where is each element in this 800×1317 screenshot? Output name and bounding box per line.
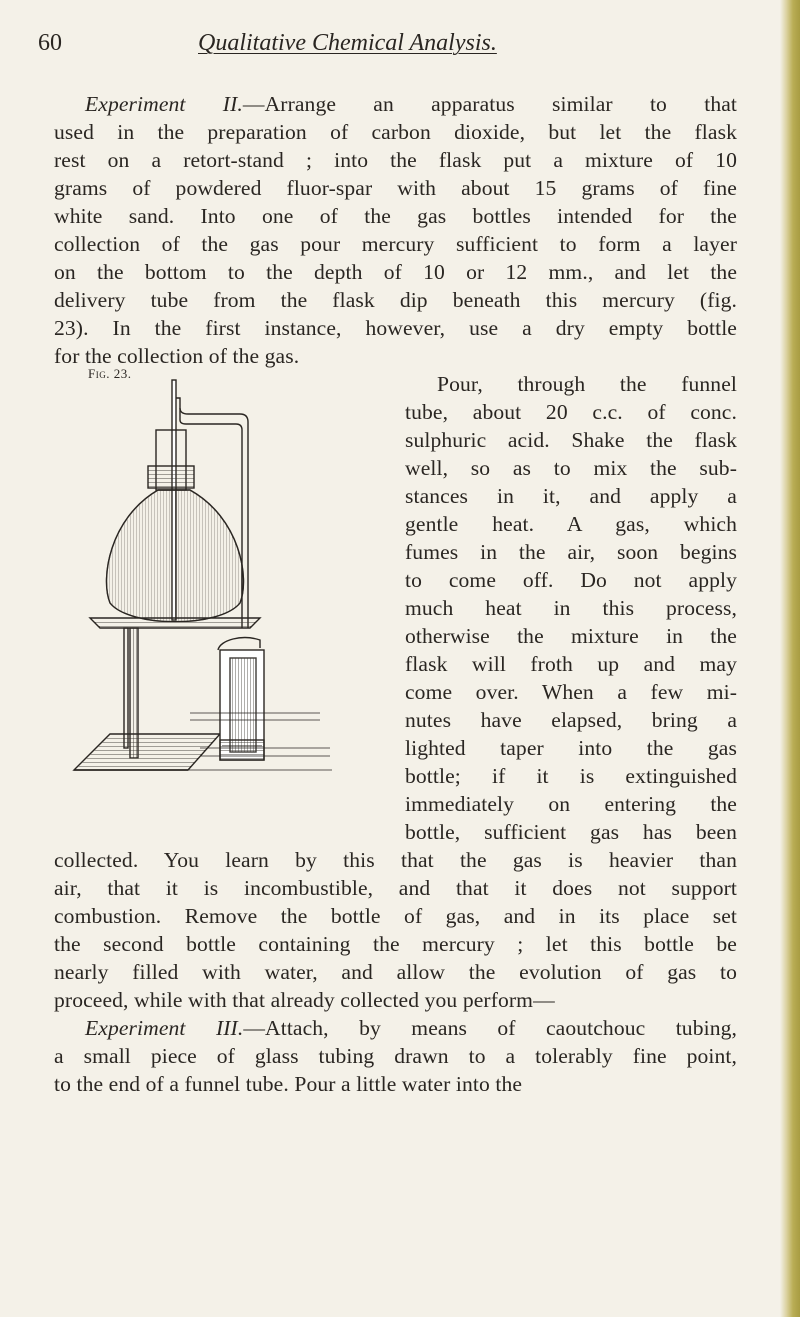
experiment-3-label: Experiment III.: [85, 1016, 244, 1040]
text-line: delivery tube from the flask dip beneath this mercury (fig.: [54, 288, 737, 312]
text-line: tube, about 20 c.c. of conc.: [405, 400, 737, 424]
text-line: the second bottle containing the mercury ; let this bottle be: [54, 932, 737, 956]
page-number: 60: [38, 30, 62, 56]
text-line: much heat in this process,: [405, 596, 737, 620]
text-line: air, that it is incombustible, and that it does not support: [54, 876, 737, 900]
text-line: otherwise the mixture in the: [405, 624, 737, 648]
text-line: bottle, sufficient gas has been: [405, 820, 737, 844]
text-line: stances in it, and apply a: [405, 484, 737, 508]
text-line: lighted taper into the gas: [405, 736, 737, 760]
text-line: for the collection of the gas.: [54, 344, 300, 368]
text-line: flask will froth up and may: [405, 652, 737, 676]
text-line: a small piece of glass tubing drawn to a tolerably fine point,: [54, 1044, 737, 1068]
text-line: used in the preparation of carbon dioxide, but let the flask: [54, 120, 737, 144]
text-line: collected. You learn by this that the gas is heavier than: [54, 848, 737, 872]
text-line: [85, 1014, 737, 1042]
text-line: combustion. Remove the bottle of gas, and in its place set: [54, 904, 737, 928]
experiment-2-label: Experiment II.: [85, 92, 243, 116]
text-line: nearly filled with water, and allow the evolution of gas to: [54, 960, 737, 984]
text-line: fumes in the air, soon begins: [405, 540, 737, 564]
experiment-3-text: —Attach, by means of caoutchouc tubing,: [243, 1016, 737, 1040]
text-line: sulphuric acid. Shake the flask: [405, 428, 737, 452]
text-line: [85, 90, 737, 118]
figure-23: [70, 366, 370, 786]
text-line: white sand. Into one of the gas bottles intended for the: [54, 204, 737, 228]
text-line: gentle heat. A gas, which: [405, 512, 737, 536]
text-line: nutes have elapsed, bring a: [405, 708, 737, 732]
text-line: to come off. Do not apply: [405, 568, 737, 592]
text-line: well, so as to mix the sub-: [405, 456, 737, 480]
running-title: Qualitative Chemical Analysis.: [198, 30, 497, 56]
text-line: grams of powdered fluor-spar with about 15 grams of fine: [54, 176, 737, 200]
page-edge-shading: [780, 0, 800, 1317]
text-line: immediately on entering the: [405, 792, 737, 816]
text-line: on the bottom to the depth of 10 or 12 mm., and let the: [54, 260, 737, 284]
apparatus-illustration: [70, 378, 370, 786]
text-line: rest on a retort-stand ; into the flask put a mixture of 10: [54, 148, 737, 172]
text-line: to the end of a funnel tube. Pour a little water into the: [54, 1072, 523, 1096]
text-line: proceed, while with that already collected you perform—: [54, 988, 555, 1012]
text-line: 23). In the first instance, however, use a dry empty bottle: [54, 316, 737, 340]
text-line: Pour, through the funnel: [437, 372, 737, 396]
text-line: come over. When a few mi-: [405, 680, 737, 704]
figure-caption: Fig. 23.: [88, 366, 132, 381]
experiment-2-text: —Arrange an apparatus similar to that: [242, 92, 737, 116]
running-head: [38, 30, 738, 64]
text-line: bottle; if it is extinguished: [405, 764, 737, 788]
text-line: collection of the gas pour mercury sufficient to form a layer: [54, 232, 737, 256]
